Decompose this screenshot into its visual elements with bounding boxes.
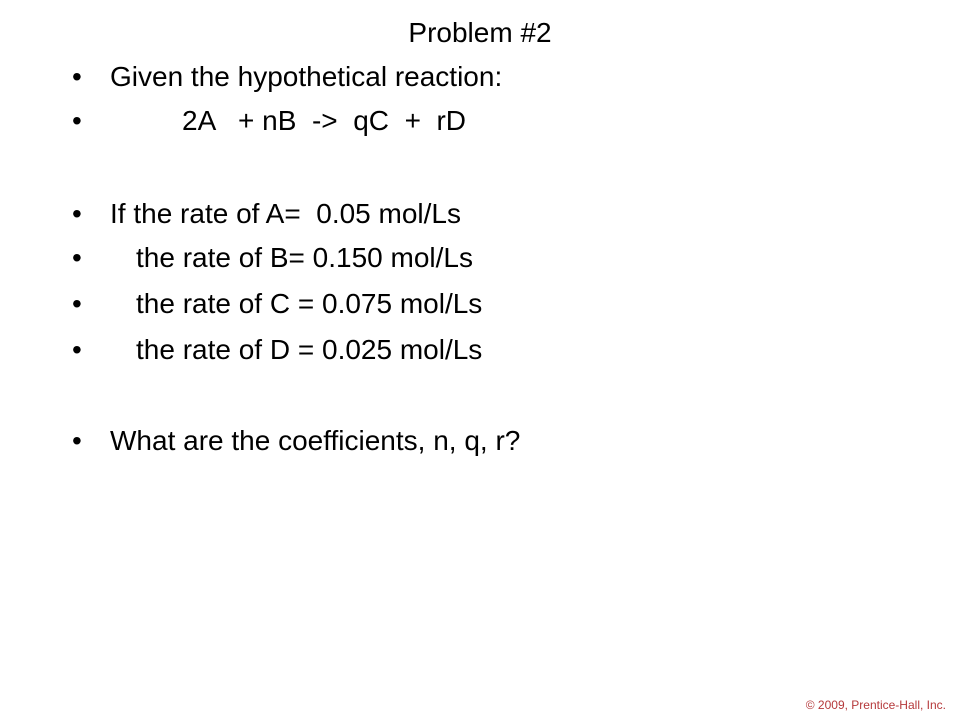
- bullet-marker: •: [72, 288, 82, 319]
- bullet-text: the rate of D = 0.025 mol/Ls: [136, 334, 483, 365]
- bullet-text: If the rate of A= 0.05 mol/Ls: [110, 198, 461, 229]
- copyright-notice: © 2009, Prentice-Hall, Inc.: [805, 698, 946, 712]
- bullet-text: the rate of B= 0.150 mol/Ls: [136, 242, 473, 273]
- bullet-marker: •: [72, 334, 82, 365]
- bullet-marker: •: [72, 198, 82, 229]
- bullet-marker: •: [72, 105, 82, 136]
- slide-title: Problem #2: [408, 17, 552, 48]
- bullet-text: the rate of C = 0.075 mol/Ls: [136, 288, 483, 319]
- bullet-item: [72, 424, 521, 560]
- bullet-marker: •: [72, 61, 82, 92]
- reaction-equation: 2A + nB -> qC + rD: [182, 105, 467, 136]
- bullet-marker: •: [72, 242, 82, 273]
- bullet-text: Given the hypothetical reaction:: [110, 61, 503, 92]
- bullet-text: What are the coefficients, n, q, r?: [110, 425, 521, 456]
- bullet-marker: •: [72, 425, 82, 456]
